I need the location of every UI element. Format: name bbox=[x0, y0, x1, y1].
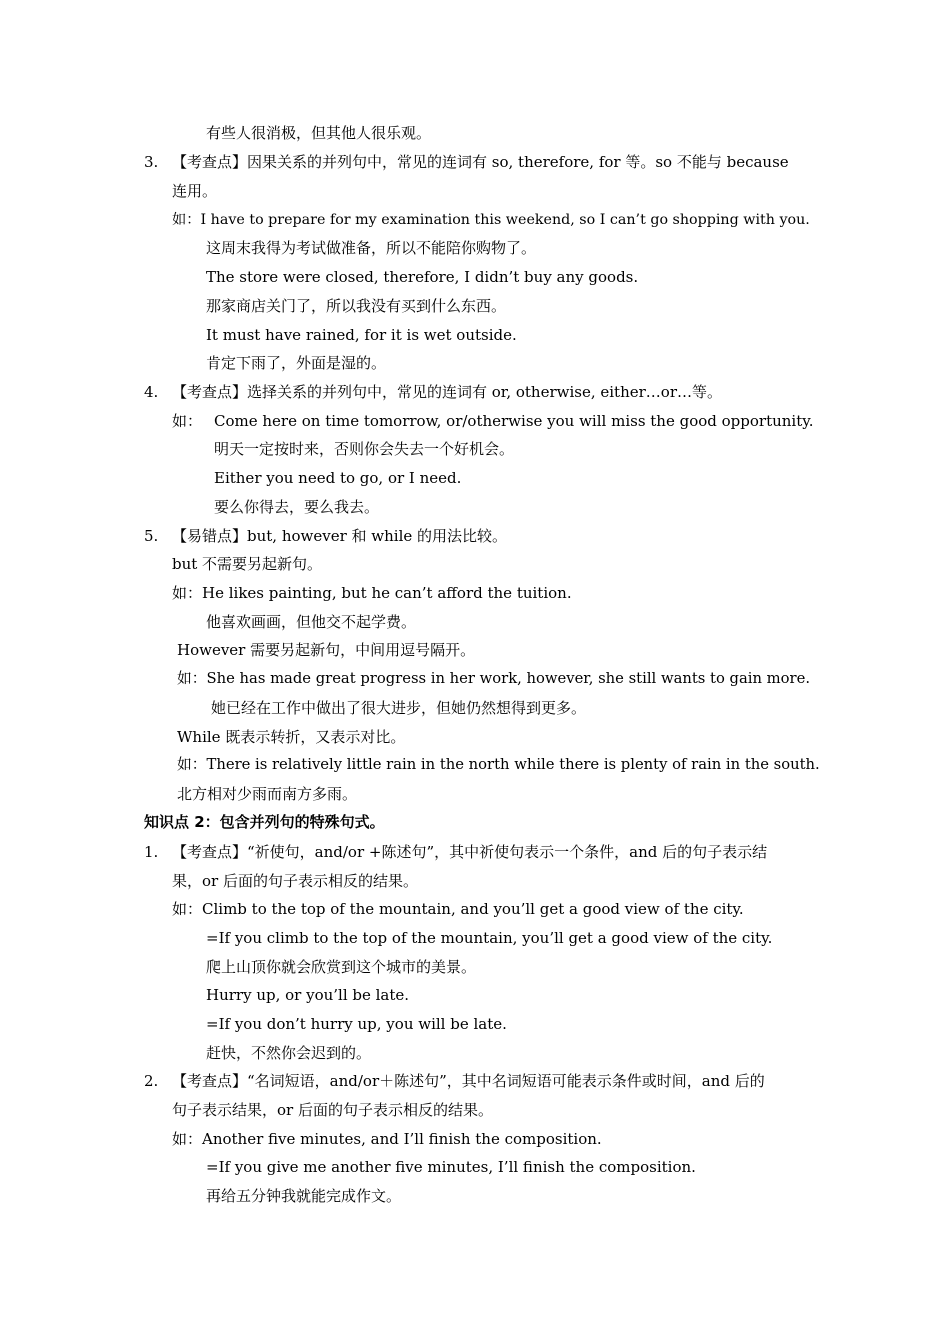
example-line: Hurry up, or you’ll be late. bbox=[206, 986, 410, 1004]
translation-line: 肯定下雨了，外面是湿的。 bbox=[206, 354, 387, 372]
text-line: but 不需要另起新句。 bbox=[172, 555, 323, 573]
example-line: 如：He likes painting, but he can’t afford the tuition. bbox=[172, 584, 572, 602]
translation-line: 她已经在工作中做出了很大进步，但她仍然想得到更多。 bbox=[211, 699, 587, 717]
example-line: 如：There is relatively little rain in the north while there is plenty of rain in the south. bbox=[177, 756, 820, 773]
text-line: 果，or 后面的句子表示相反的结果。 bbox=[172, 872, 418, 890]
example-line: 如：I have to prepare for my examination this weekend, so I can’t go shopping with you. bbox=[172, 212, 810, 228]
text-line: 【考查点】因果关系的并列句中，常见的连词有 so, therefore, for 等。so 不能与 because bbox=[172, 153, 789, 171]
example-prefix: 如： bbox=[172, 412, 203, 430]
translation-line: 这周末我得为考试做准备，所以不能陪你购物了。 bbox=[206, 239, 537, 257]
item-number: 5. bbox=[144, 527, 159, 545]
example-line: 如：She has made great progress in her work, however, she still wants to gain more. bbox=[177, 670, 811, 687]
item-number: 1. bbox=[144, 843, 159, 861]
example-line: 如：Another five minutes, and I’ll finish the composition. bbox=[172, 1130, 602, 1148]
text-line: However 需要另起新句，中间用逗号隔开。 bbox=[177, 641, 476, 659]
example-line: =If you climb to the top of the mountain, you’ll get a good view of the city. bbox=[206, 929, 773, 947]
translation-line: 要么你得去，要么我去。 bbox=[214, 498, 380, 516]
translation-line: 赶快，不然你会迟到的。 bbox=[206, 1044, 372, 1062]
text-line: 【考查点】“名词短语，and/or＋陈述句”，其中名词短语可能表示条件或时间，and 后的 bbox=[172, 1072, 765, 1090]
item-number: 3. bbox=[144, 153, 159, 171]
item-number: 2. bbox=[144, 1072, 159, 1090]
translation-line: 爬上山顶你就会欣赏到这个城市的美景。 bbox=[206, 958, 477, 976]
example-line: =If you don’t hurry up, you will be late. bbox=[206, 1015, 507, 1033]
text-line: 【考查点】“祈使句，and/or +陈述句”，其中祈使句表示一个条件，and 后的句子表示结 bbox=[172, 843, 768, 861]
text-line: 有些人很消极，但其他人很乐观。 bbox=[206, 124, 432, 142]
example-line: 如：Climb to the top of the mountain, and you’ll get a good view of the city. bbox=[172, 900, 744, 918]
text-line: 句子表示结果，or 后面的句子表示相反的结果。 bbox=[172, 1101, 493, 1119]
example-line: The store were closed, therefore, I didn’t buy any goods. bbox=[206, 268, 639, 286]
example-line: =If you give me another five minutes, I’ll finish the composition. bbox=[206, 1158, 696, 1176]
text-line: 【考查点】选择关系的并列句中，常见的连词有 or, otherwise, either…or…等。 bbox=[172, 383, 722, 401]
item-number: 4. bbox=[144, 383, 159, 401]
example-line: Come here on time tomorrow, or/otherwise you will miss the good opportunity. bbox=[214, 412, 814, 430]
translation-line: 再给五分钟我就能完成作文。 bbox=[206, 1187, 402, 1205]
translation-line: 明天一定按时来，否则你会失去一个好机会。 bbox=[214, 440, 515, 458]
text-line: 【易错点】but, however 和 while 的用法比较。 bbox=[172, 527, 508, 545]
text-line: While 既表示转折，又表示对比。 bbox=[177, 728, 406, 746]
text-line: 连用。 bbox=[172, 182, 218, 200]
example-line: Either you need to go, or I need. bbox=[214, 469, 462, 487]
translation-line: 他喜欢画画，但他交不起学费。 bbox=[206, 613, 417, 631]
translation-line: 北方相对少雨而南方多雨。 bbox=[177, 785, 358, 803]
example-line: It must have rained, for it is wet outside. bbox=[206, 326, 517, 344]
section-heading: 知识点 2：包含并列句的特殊句式。 bbox=[144, 813, 385, 831]
translation-line: 那家商店关门了，所以我没有买到什么东西。 bbox=[206, 297, 507, 315]
